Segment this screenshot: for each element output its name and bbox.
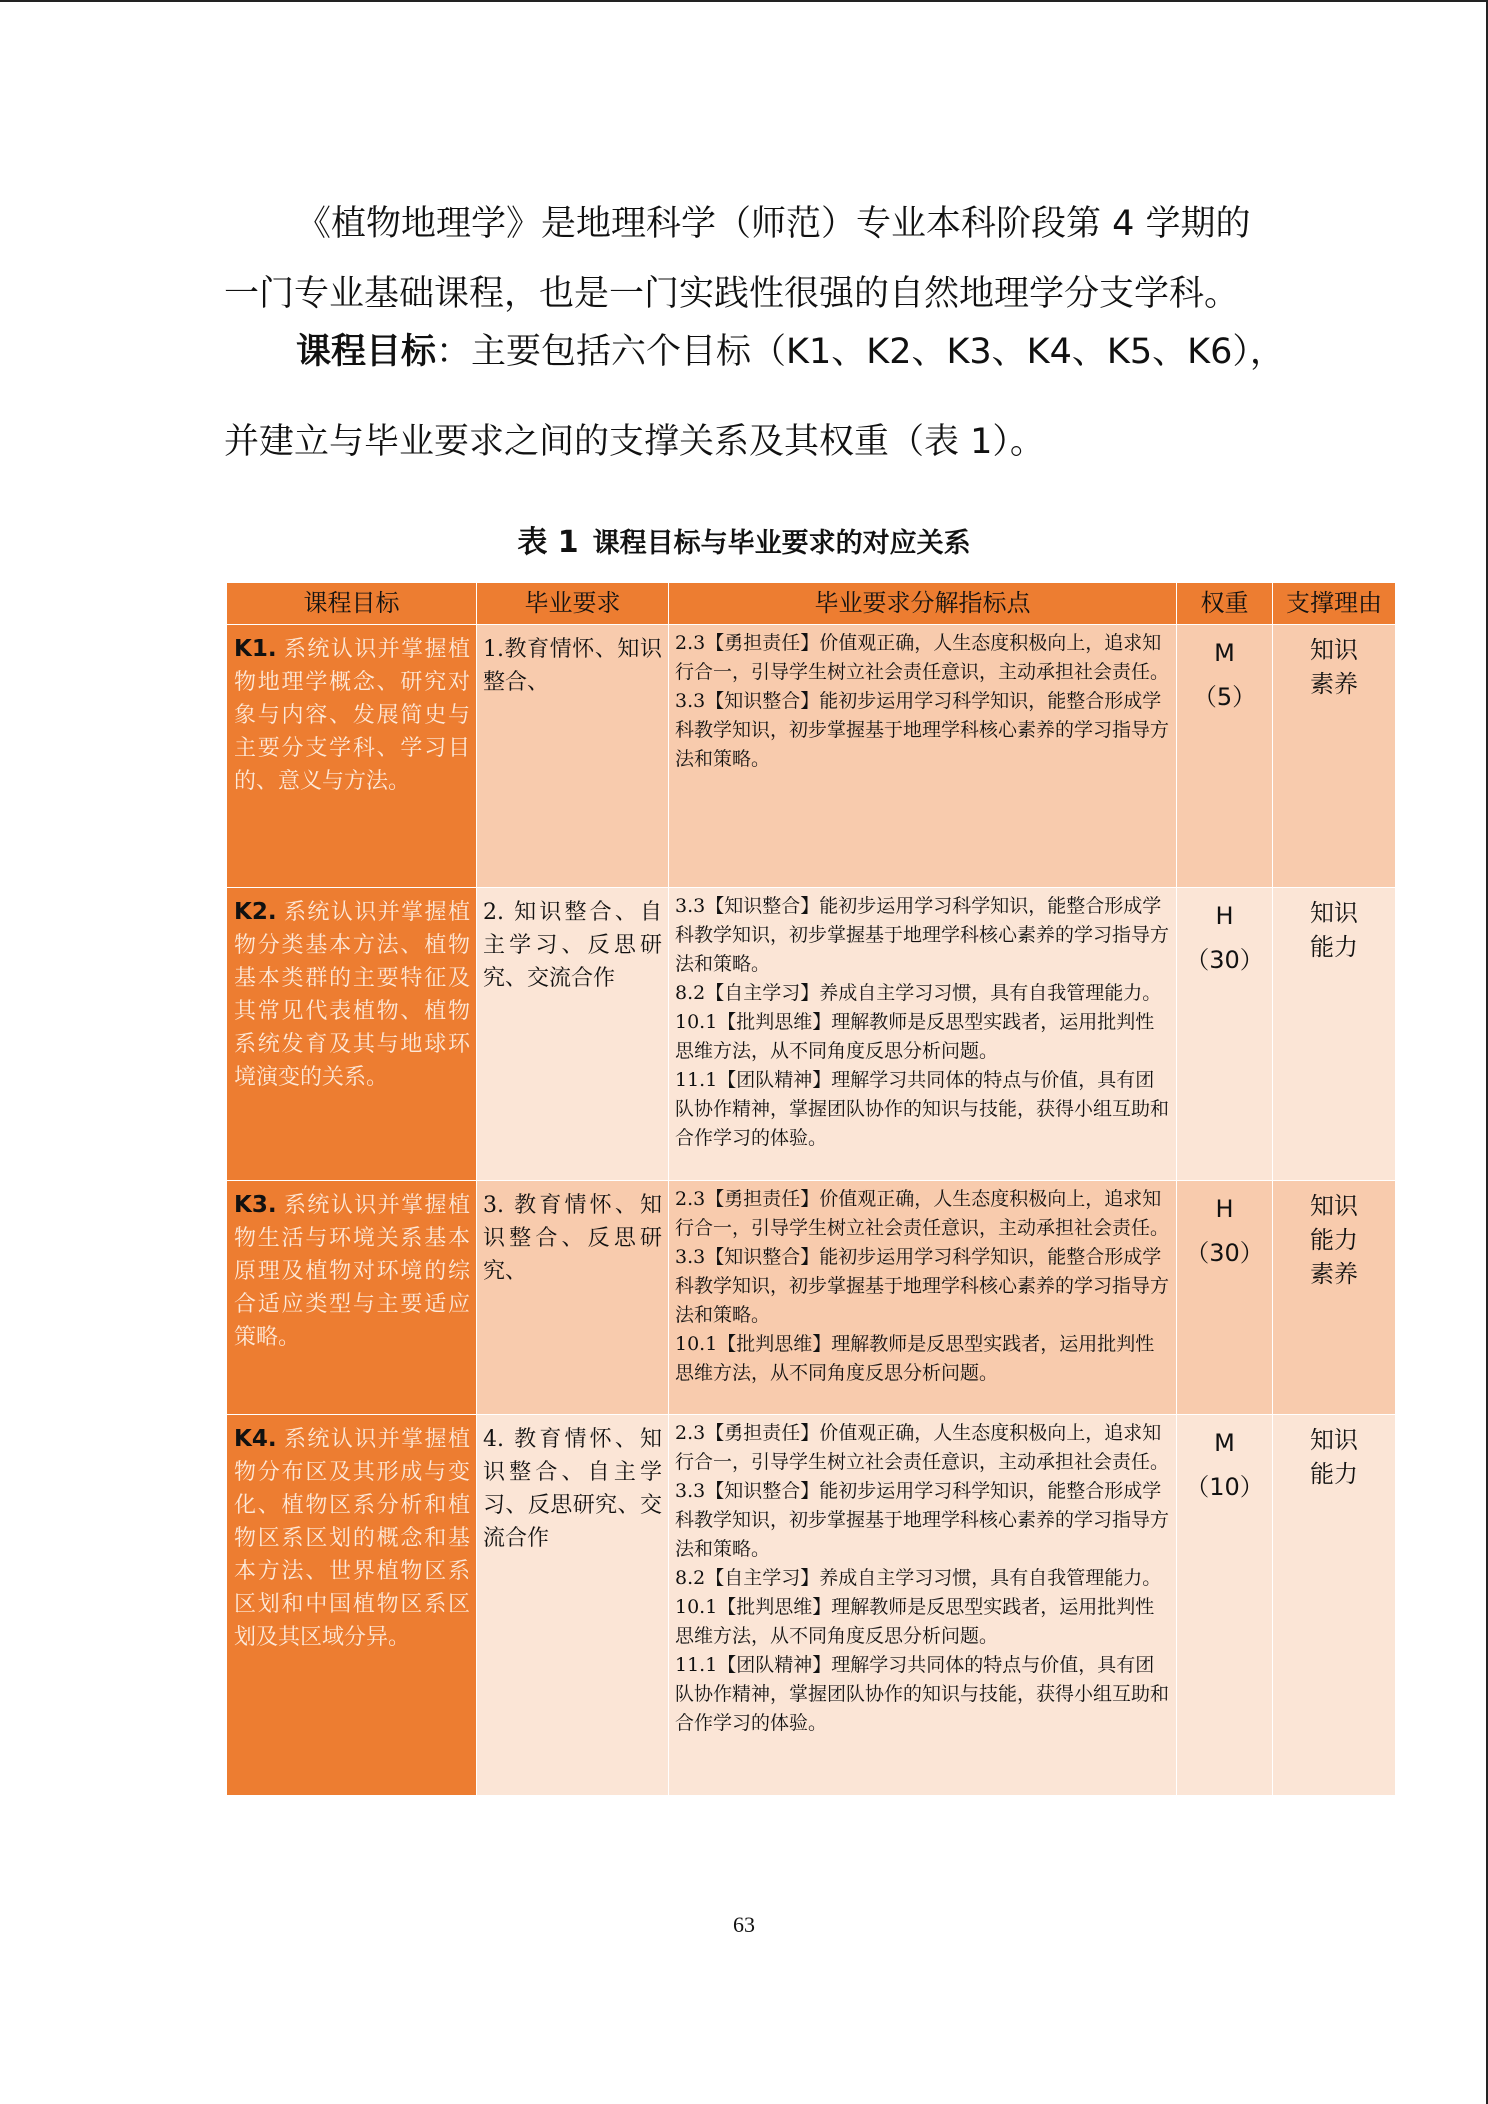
weight-cell bbox=[1177, 1181, 1273, 1415]
goal-code: K2. bbox=[234, 899, 277, 925]
reason-item: 能力 bbox=[1310, 933, 1358, 961]
reason-item: 能力 bbox=[1310, 1226, 1358, 1254]
indicator-item: 11.1【团队精神】理解学习共同体的特点与价值，具有团队协作精神，掌握团队协作的知识与技能，获得小组互助和合作学习的体验。 bbox=[675, 1069, 1170, 1149]
table-row bbox=[227, 888, 1396, 1181]
weight-value: （30） bbox=[1185, 946, 1264, 974]
page-number: 63 bbox=[733, 1912, 755, 1937]
indicators-cell bbox=[669, 625, 1177, 888]
course-goals-paragraph bbox=[224, 330, 1285, 374]
reason-cell bbox=[1273, 625, 1396, 888]
reason-item: 知识 bbox=[1310, 1426, 1358, 1454]
indicator-item: 10.1【批判思维】理解教师是反思型实践者，运用批判性思维方法，从不同角度反思分析问题。 bbox=[675, 1333, 1155, 1384]
indicator-item: 3.3【知识整合】能初步运用学习科学知识，能整合形成学科教学知识，初步掌握基于地理学科核心素养的学习指导方法和策略。 bbox=[675, 1246, 1170, 1326]
goal-cell bbox=[227, 1415, 477, 1796]
goal-text: 系统认识并掌握植物地理学概念、研究对象与内容、发展简史与主要分支学科、学习目的、意义与方法。 bbox=[234, 637, 470, 794]
indicator-item: 10.1【批判思维】理解教师是反思型实践者，运用批判性思维方法，从不同角度反思分析问题。 bbox=[675, 1011, 1155, 1062]
table-row bbox=[227, 1415, 1396, 1796]
reason-item: 知识 bbox=[1310, 1192, 1358, 1220]
weight-level: M bbox=[1214, 639, 1235, 667]
weight-cell bbox=[1177, 1415, 1273, 1796]
indicator-item: 3.3【知识整合】能初步运用学习科学知识，能整合形成学科教学知识，初步掌握基于地理学科核心素养的学习指导方法和策略。 bbox=[675, 1480, 1170, 1560]
weight-value: （10） bbox=[1185, 1473, 1264, 1501]
top-border bbox=[0, 0, 1488, 2]
table-caption-title: 课程目标与毕业要求的对应关系 bbox=[592, 528, 971, 559]
header-weight: 权重 bbox=[1177, 583, 1273, 625]
indicators-cell bbox=[669, 1415, 1177, 1796]
goal-code: K1. bbox=[234, 636, 277, 662]
goal-text: 系统认识并掌握植物分布区及其形成与变化、植物区系分析和植物区系区划的概念和基本方法、世界植物区系区划和中国植物区系区划及其区域分异。 bbox=[234, 1427, 470, 1650]
goal-cell bbox=[227, 1181, 477, 1415]
goal-code: K4. bbox=[234, 1426, 277, 1452]
intro-paragraph-1: 《植物地理学》是地理科学（师范）专业本科阶段第 4 学期的 bbox=[296, 204, 1251, 244]
weight-level: M bbox=[1214, 1429, 1235, 1457]
indicator-item: 2.3【勇担责任】价值观正确，人生态度积极向上，追求知行合一，引导学生树立社会责任意识，主动承担社会责任。 bbox=[675, 632, 1170, 683]
reason-cell bbox=[1273, 888, 1396, 1181]
weight-value: （30） bbox=[1185, 1239, 1264, 1267]
indicator-item: 2.3【勇担责任】价值观正确，人生态度积极向上，追求知行合一，引导学生树立社会责任意识，主动承担社会责任。 bbox=[675, 1422, 1170, 1473]
goal-text: 系统认识并掌握植物生活与环境关系基本原理及植物对环境的综合适应类型与主要适应策略。 bbox=[234, 1193, 470, 1350]
indicators-cell bbox=[669, 888, 1177, 1181]
table-caption-number: 表 1 bbox=[517, 525, 579, 560]
requirement-cell: 4. 教育情怀、知识整合、自主学习、反思研究、交流合作 bbox=[477, 1415, 669, 1796]
course-goals-text: ：主要包括六个目标（K1、K2、K3、K4、K5、K6）， bbox=[436, 332, 1285, 372]
requirement-cell: 2. 知识整合、自主学习、反思研究、交流合作 bbox=[477, 888, 669, 1181]
table-caption bbox=[0, 525, 1488, 562]
header-requirement: 毕业要求 bbox=[477, 583, 669, 625]
weight-level: H bbox=[1215, 1195, 1234, 1223]
reason-item: 知识 bbox=[1310, 636, 1358, 664]
goals-requirements-table bbox=[226, 582, 1396, 1796]
table-row bbox=[227, 1181, 1396, 1415]
weight-level: H bbox=[1215, 902, 1234, 930]
table-row bbox=[227, 625, 1396, 888]
goal-code: K3. bbox=[234, 1192, 277, 1218]
table-header-row bbox=[227, 583, 1396, 625]
indicator-item: 11.1【团队精神】理解学习共同体的特点与价值，具有团队协作精神，掌握团队协作的知识与技能，获得小组互助和合作学习的体验。 bbox=[675, 1654, 1170, 1734]
goal-cell bbox=[227, 625, 477, 888]
intro-paragraph-2: 一门专业基础课程，也是一门实践性很强的自然地理学分支学科。 bbox=[224, 274, 1240, 314]
header-indicators: 毕业要求分解指标点 bbox=[669, 583, 1177, 625]
indicator-item: 2.3【勇担责任】价值观正确，人生态度积极向上，追求知行合一，引导学生树立社会责任意识，主动承担社会责任。 bbox=[675, 1188, 1170, 1239]
reason-item: 素养 bbox=[1310, 1260, 1358, 1288]
course-goals-label: 课程目标 bbox=[296, 332, 437, 372]
goal-cell bbox=[227, 888, 477, 1181]
indicator-item: 8.2【自主学习】养成自主学习习惯，具有自我管理能力。 bbox=[675, 1567, 1162, 1589]
indicator-item: 10.1【批判思维】理解教师是反思型实践者，运用批判性思维方法，从不同角度反思分析问题。 bbox=[675, 1596, 1155, 1647]
reason-item: 知识 bbox=[1310, 899, 1358, 927]
header-reason: 支撑理由 bbox=[1273, 583, 1396, 625]
weight-value: （5） bbox=[1192, 683, 1257, 711]
goal-text: 系统认识并掌握植物分类基本方法、植物基本类群的主要特征及其常见代表植物、植物系统发育及其与地球环境演变的关系。 bbox=[234, 900, 470, 1090]
reason-item: 素养 bbox=[1310, 670, 1358, 698]
indicators-cell bbox=[669, 1181, 1177, 1415]
intro-paragraph-4: 并建立与毕业要求之间的支撑关系及其权重（表 1）。 bbox=[224, 422, 1045, 462]
reason-cell bbox=[1273, 1181, 1396, 1415]
requirement-cell: 1.教育情怀、知识整合、 bbox=[477, 625, 669, 888]
indicator-item: 3.3【知识整合】能初步运用学习科学知识，能整合形成学科教学知识，初步掌握基于地理学科核心素养的学习指导方法和策略。 bbox=[675, 895, 1170, 975]
reason-item: 能力 bbox=[1310, 1460, 1358, 1488]
weight-cell bbox=[1177, 625, 1273, 888]
requirement-cell: 3. 教育情怀、知识整合、反思研究、 bbox=[477, 1181, 669, 1415]
reason-cell bbox=[1273, 1415, 1396, 1796]
indicator-item: 3.3【知识整合】能初步运用学习科学知识，能整合形成学科教学知识，初步掌握基于地理学科核心素养的学习指导方法和策略。 bbox=[675, 690, 1170, 770]
header-goal: 课程目标 bbox=[227, 583, 477, 625]
indicator-item: 8.2【自主学习】养成自主学习习惯，具有自我管理能力。 bbox=[675, 982, 1162, 1004]
weight-cell bbox=[1177, 888, 1273, 1181]
